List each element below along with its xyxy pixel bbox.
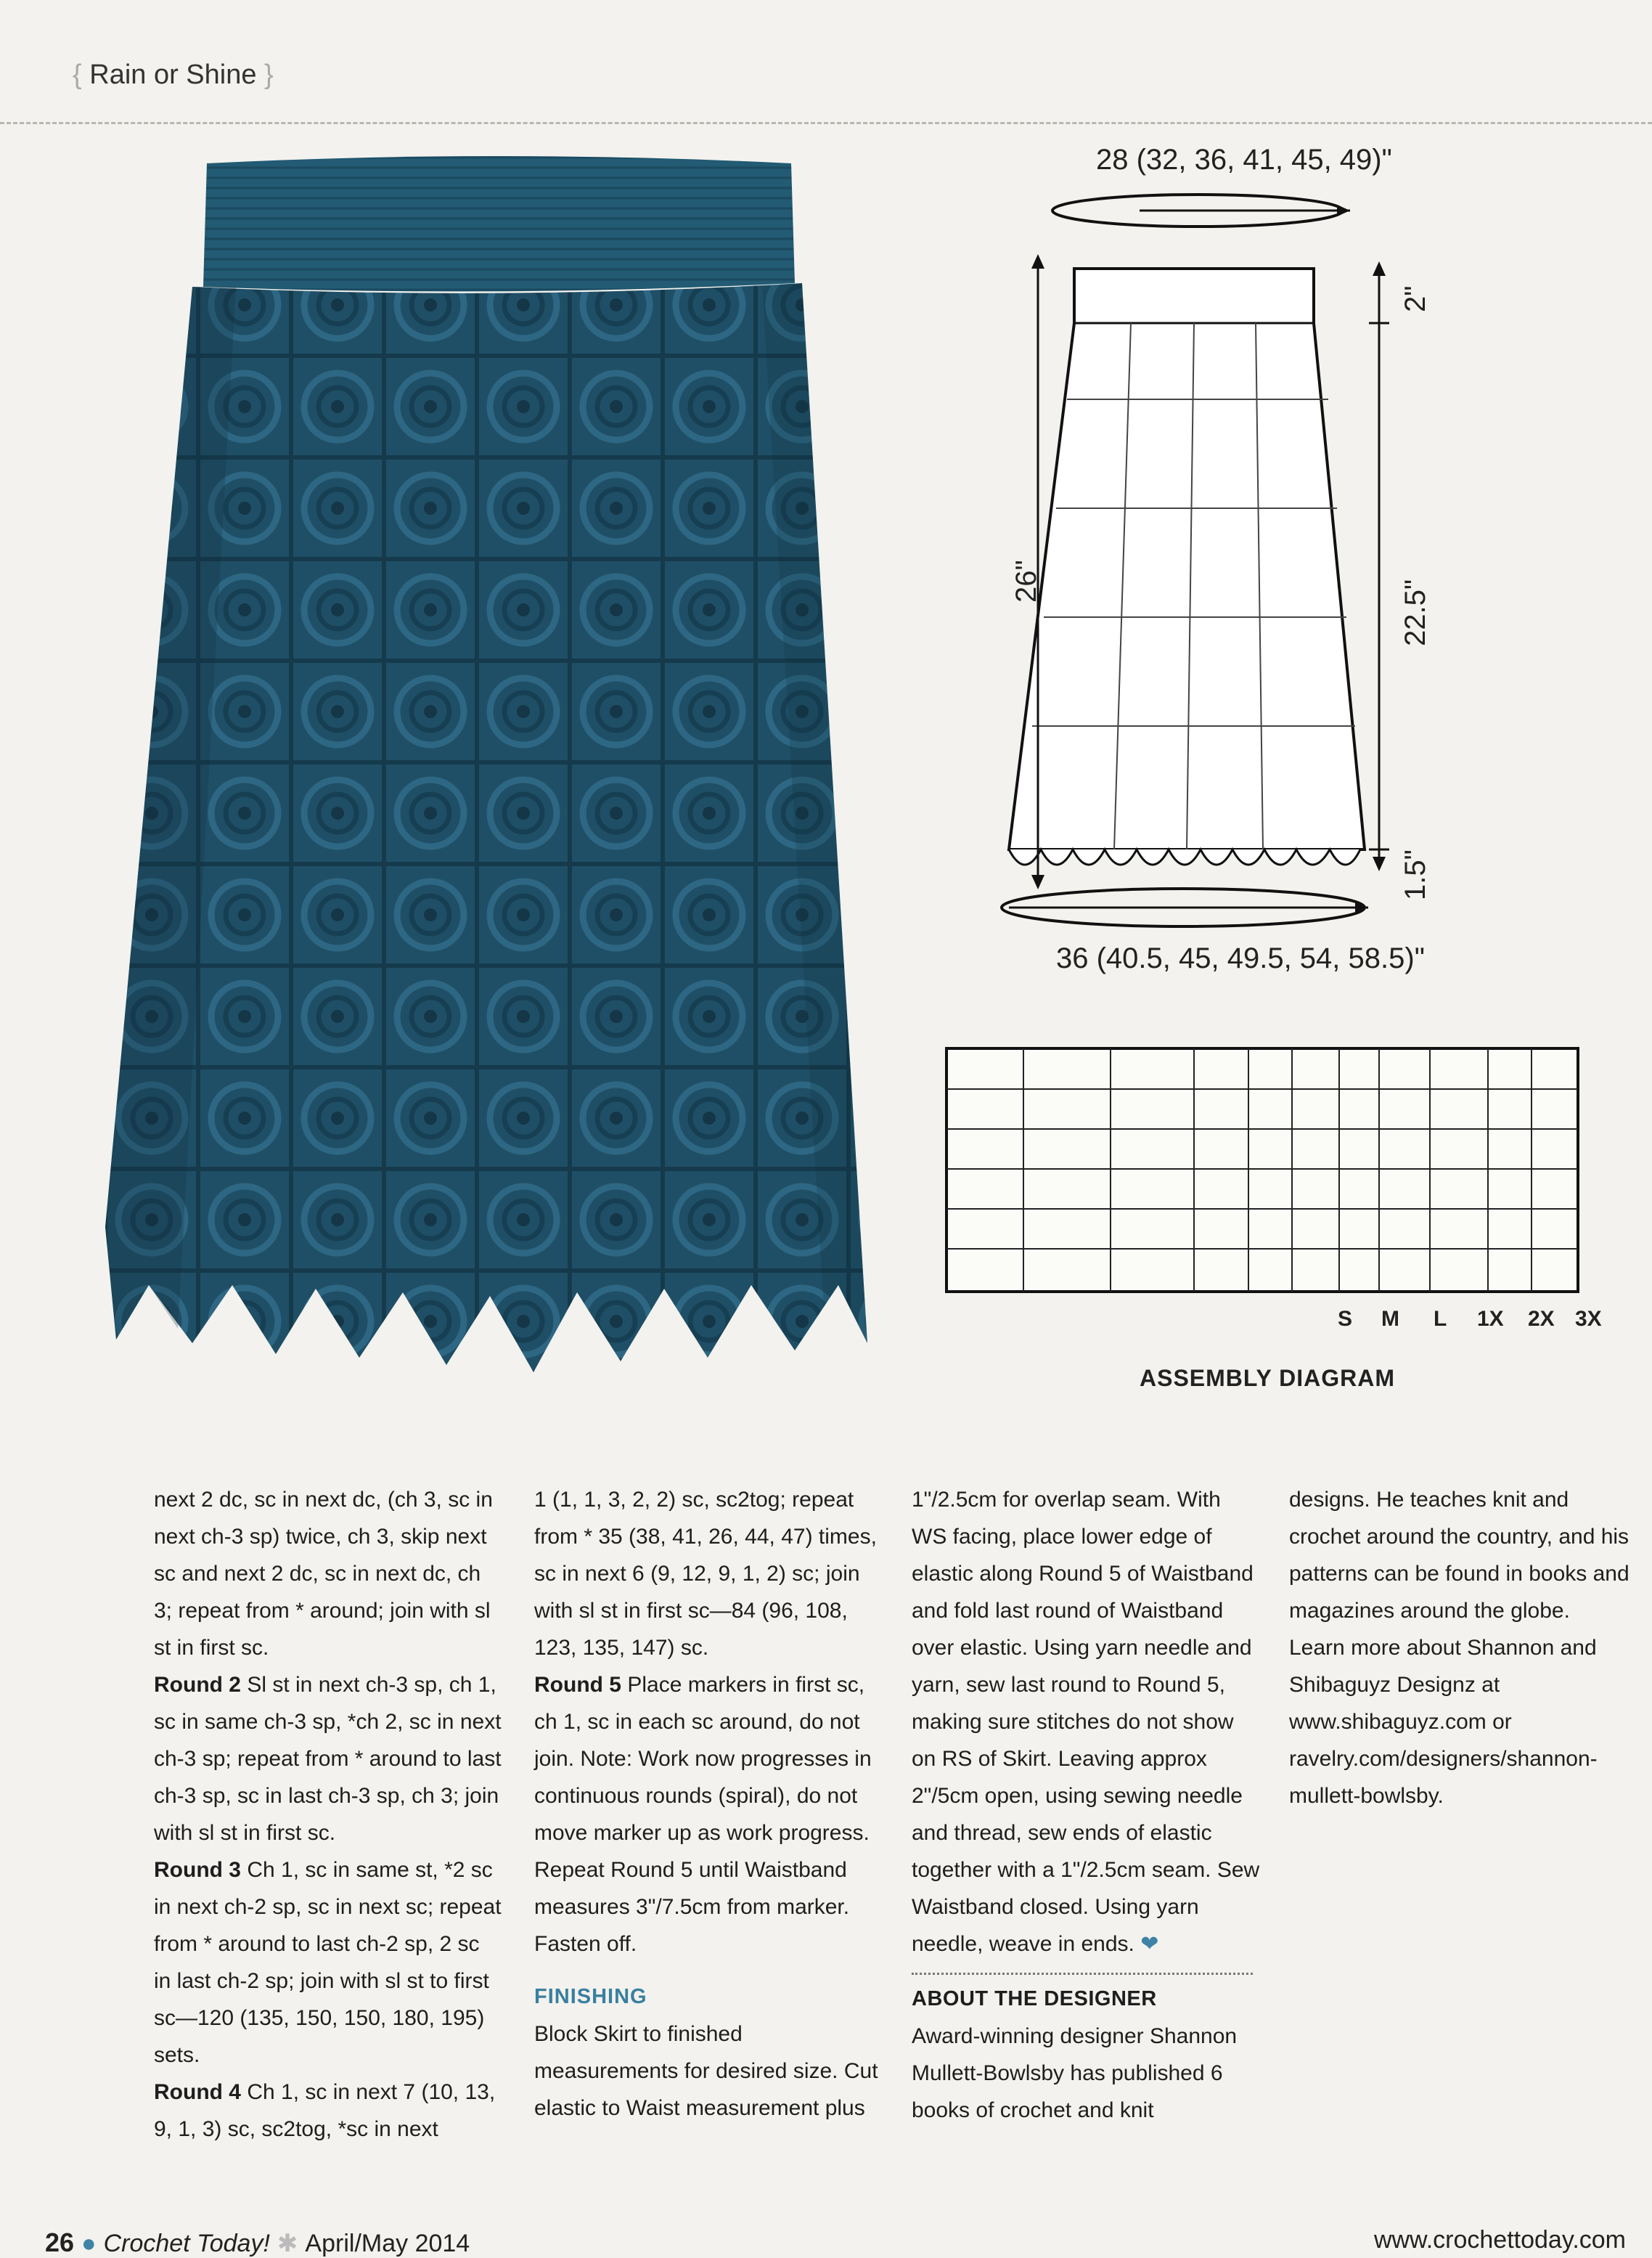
text-column-2 [534,1481,881,2127]
round-3-paragraph [154,1851,502,2074]
hem-width-label: 36 (40.5, 45, 49.5, 54, 58.5)" [1056,942,1425,974]
finishing-text: Block Skirt to finished measurements for desired size. Cut elastic to Waist measurement plus [534,2022,878,2120]
col3-text: 1"/2.5cm for overlap seam. With WS facing, place lower edge of elastic along Round 5 of Waistband and fold last round of Waistband over elastic. Using yarn needle and yarn, sew last round to Round 5, making sure stitches do not show on RS of Skirt. Leaving approx 2"/5cm open, using sewing needle and thread, sew ends of elastic together with a 1"/2.5cm seam. Sew Waistband closed. Using yarn needle, weave in ends. [912,1488,1260,1956]
size-s: S [1338,1307,1353,1331]
waist-width-label: 28 (32, 36, 41, 45, 49)" [1096,144,1392,176]
assembly-grid [944,1046,1582,1307]
waistband-height-label: 2" [1399,285,1431,312]
round-3-label: Round 3 [154,1858,241,1882]
text-column-1 [154,1481,502,2148]
section-title: Rain or Shine [89,60,257,90]
about-designer-text: Award-winning designer Shannon Mullett-Bowlsby has published 6 books of crochet and knit [912,2024,1238,2122]
size-m: M [1381,1307,1399,1331]
section-tag: { Rain or Shine } [73,60,274,90]
round-2-paragraph [154,1666,502,1851]
skirt-photo [105,152,896,1409]
round-2-text: Sl st in next ch-3 sp, ch 1, sc in same ch-3 sp, *ch 2, sc in next ch-3 sp; repeat from * around to last ch-3 sp, sc in last ch-3 sp, ch 3; join with sl st in first sc. [154,1673,502,1845]
text-column-4 [1289,1481,1630,1814]
size-l: L [1434,1307,1447,1331]
size-1x: 1X [1477,1307,1504,1331]
round-5-label: Round 5 [534,1673,621,1697]
about-designer-heading: ABOUT THE DESIGNER [912,1987,1157,2010]
round-4-paragraph [154,2074,502,2148]
assembly-diagram-title: ASSEMBLY DIAGRAM [1140,1365,1396,1391]
magazine-name: Crochet Today! [103,2230,270,2257]
heart-icon: ❤ [1140,1932,1159,1956]
round-4-text: Ch 1, sc in next 7 (10, 13, 9, 1, 3) sc, sc2tog, *sc in next [154,2080,496,2141]
round-3-text: Ch 1, sc in same st, *2 sc in next ch-2 sp, sc in next sc; repeat from * around to last ch-2 sp, 2 sc in last ch-2 sp; join with sl st to first sc—120 (135, 150, 150, 180, 195) sets. [154,1858,502,2067]
schematic-diagram [965,138,1590,1038]
col4-paragraph: designs. He teaches knit and crochet around the country, and his patterns can be found in books and magazines around the globe. Learn more about Shannon and Shibaguyz Designz at www.shibaguyz.com or ravelry.com/designers/shannon-mullett-bowlsby. [1289,1488,1629,1808]
body-length-label: 22.5" [1399,579,1431,646]
footer-website: www.crochettoday.com [1373,2226,1626,2254]
round-2-label: Round 2 [154,1673,241,1697]
col1-paragraph: next 2 dc, sc in next dc, (ch 3, sc in next ch-3 sp) twice, ch 3, skip next sc and next 2 dc, sc in next dc, ch 3; repeat from * around; join with sl st in first sc. [154,1488,493,1660]
star-icon: ✱ [277,2230,298,2257]
edging-height-label: 1.5" [1399,849,1431,900]
text-column-3 [912,1481,1260,2129]
round-5-text: Place markers in first sc, ch 1, sc in each sc around, do not join. Note: Work now progresses in continuous rounds (spiral), do not move marker up as work progress. Repeat Round 5 until Waistband measures 3"/7.5cm from marker. Fasten off. [534,1673,872,1956]
bullet-icon: ● [81,2230,97,2257]
footer-folio [45,2228,470,2258]
total-length-label: 26" [1010,560,1042,603]
size-2x: 2X [1528,1307,1555,1331]
col3-paragraph [912,1481,1260,1962]
round-5-paragraph [534,1666,881,1962]
about-divider [912,1973,1253,1975]
schematic-drawing [965,138,1590,1038]
page-number: 26 [45,2228,75,2257]
issue-date: April/May 2014 [305,2230,470,2257]
col2-paragraph: 1 (1, 1, 3, 2, 2) sc, sc2tog; repeat from * 35 (38, 41, 26, 44, 47) times, sc in next 6 (9, 12, 9, 1, 2) sc; join with sl st in first sc—84 (96, 108, 123, 135, 147) sc. [534,1488,877,1660]
skirt-illustration [105,152,896,1409]
finishing-heading: FINISHING [534,1985,647,2008]
waistband [203,156,795,291]
size-3x: 3X [1575,1307,1602,1331]
round-4-label: Round 4 [154,2080,241,2104]
header-divider [0,122,1652,124]
